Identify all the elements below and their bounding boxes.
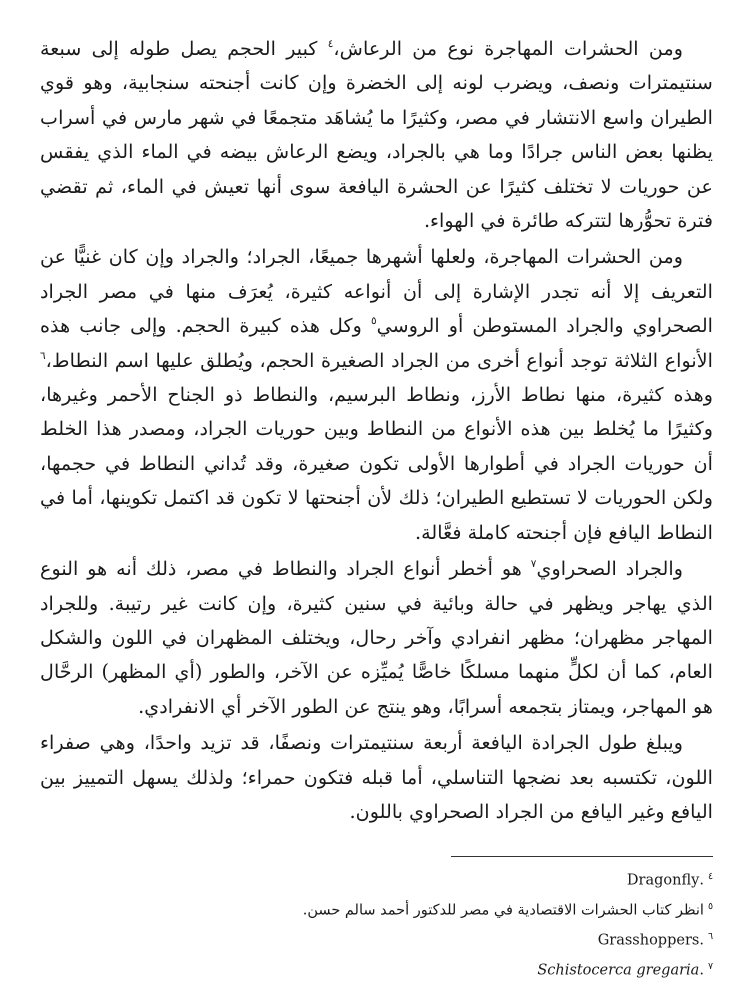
- footnotes: [40, 864, 713, 985]
- footnote-text: انظر كتاب الحشرات الاقتصادية في مصر للدكتور أحمد سالم حسن.: [302, 902, 704, 919]
- footnote-4: $^٤$.Dragonfly: [626, 871, 713, 889]
- footnote-5: [40, 894, 713, 924]
- footnote-text: Dragonfly: [626, 872, 700, 889]
- paragraph-locust-size: ويبلغ طول الجرادة اليافعة أربعة سنتيمترات ونصفًا، قد تزيد واحدًا، وهي صفراء اللون، تكتسبه بعد نضجها التناسلي، أما قبله فتكون حمراء؛ ولذلك يسهل التمييز بين اليافع وغير اليافع من الجراد الصحراوي باللون.: [40, 731, 713, 823]
- footnote-6: $^٦$.Grasshoppers: [597, 931, 713, 949]
- paragraph-locust-types: ومن الحشرات المهاجرة، ولعلها أشهرها جميعًا، الجراد؛ والجراد وإن كان غنيًّا عن التعريف إلا أنه تجدر الإشارة إلى أن أنواعه كثيرة، يُعرَف منها في مصر الجراد الصحراوي والجراد المستوطن أو الروسي$^٥$ وكل هذه كبيرة الحجم. وإلى جانب هذه الأنواع الثلاثة توجد أنواع أخرى من الجراد الصغيرة الحجم، ويُطلق عليها اسم النطاط،$^٦$ وهذه كثيرة، منها نطاط الأرز، ونطاط البرسيم، والنطاط ذو الجناح الأحمر وغيرها، وكثيرًا ما يُخلط بين هذه الأنواع من النطاط وبين حوريات الجراد، ومصدر هذا الخلط أن حوريات الجراد في أطوارها الأولى تكون صغيرة، وقد تُداني النطاط في حجمها، ولكن الحوريات لا تستطيع الطيران؛ ذلك لأن أجنحتها لا تكون قد اكتمل تكوينها، أما في النطاط اليافع فإن أجنحته كاملة فعَّالة.: [40, 245, 713, 544]
- footnote-divider: [451, 856, 713, 857]
- footnote-ref-6[interactable]: ٦: [40, 349, 46, 362]
- footnote-text: Schistocerca gregaria: [537, 963, 700, 980]
- footnote-7: $^٧$.Schistocerca gregaria: [537, 961, 713, 980]
- footnote-number: ٧: [707, 961, 713, 973]
- footnote-ref-7[interactable]: ٧: [530, 558, 537, 571]
- footnote-number: ٥: [707, 901, 713, 913]
- footnote-number: ٦: [707, 931, 713, 943]
- footnote-ref-4[interactable]: ٤: [327, 38, 334, 51]
- footnote-ref-5[interactable]: ٥: [370, 315, 377, 328]
- body-text: [40, 32, 713, 829]
- footnote-text: Grasshoppers: [597, 932, 700, 949]
- paragraph-desert-locust: والجراد الصحراوي$^٧$ هو أخطر أنواع الجراد والنطاط في مصر، ذلك أنه هو النوع الذي يهاجر ويظهر في حالة وبائية في سنين كثيرة، وإن كانت غير رتيبة. وللجراد المهاجر مظهران؛ مظهر انفرادي وآخر رحال، ويختلف المظهران في اللون والشكل العام، كما أن لكلٍّ منهما مسلكًا خاصًّا يُميِّزه عن الآخر، والطور (أي المظهر) الرحَّال هو المهاجر، ويمتاز بتجمعه أسرابًا، وهو ينتج عن الطور الآخر أي الانفرادي.: [40, 557, 713, 718]
- footnote-number: ٤: [707, 871, 713, 882]
- paragraph-dragonfly: ومن الحشرات المهاجرة نوع من الرعاش،$^٤$ كبير الحجم يصل طوله إلى سبعة سنتيمترات ونصف، ويضرب لونه إلى الخضرة وإن كانت أجنحته سنجابية، وهو قوي الطيران واسع الانتشار في مصر، وكثيرًا ما يُشاهَد متجمعًا في شهر مارس في أسراب يظنها بعض الناس جرادًا وما هي بالجراد، ويضع الرعاش بيضه في الماء الذي يفقس عن حوريات لا تختلف كثيرًا عن الحشرة اليافعة سوى أنها تعيش في الماء، ثم تقضي فترة تحوُّرها لتتركه طائرة في الهواء.: [40, 37, 713, 233]
